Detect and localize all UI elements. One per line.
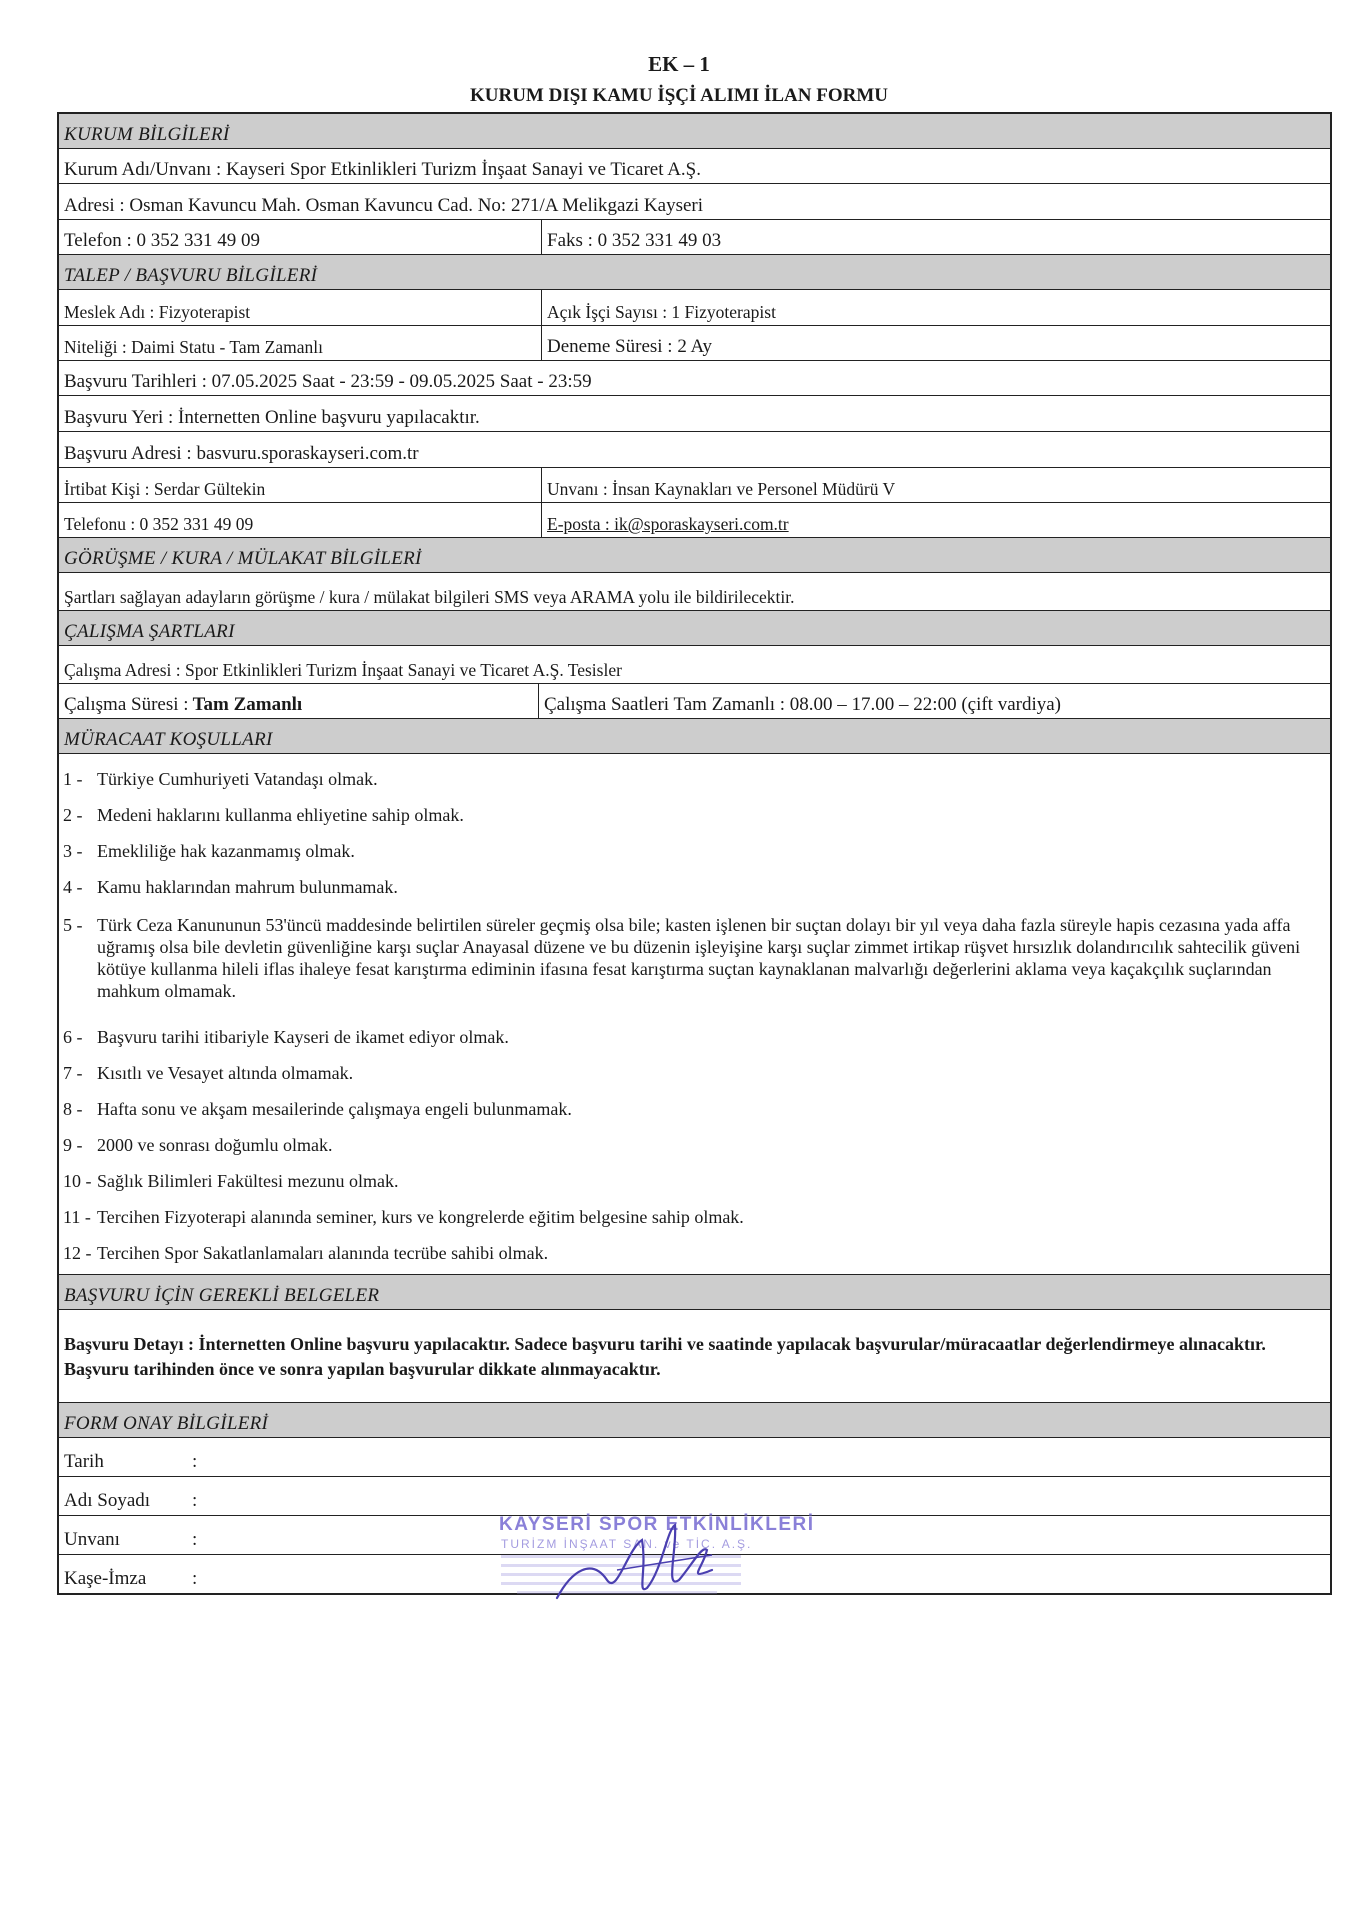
company-stamp xyxy=(497,1510,827,1605)
muracaat-list xyxy=(59,754,1330,1274)
onay-unvani-row: Unvanı : xyxy=(59,1516,1330,1555)
basvuru-detayi: Başvuru Detayı : İnternetten Online başvuru yapılacaktır. Sadece başvuru tarihi ve saatinde yapılacak başvurular/müracaatlar değerlendirmeye alınacaktır. Başvuru tarihinden önce ve sonra yapılan başvurular dikkate alınmayacaktır. xyxy=(64,1334,1266,1379)
list-item: 1 - Türkiye Cumhuriyeti Vatandaşı olmak. xyxy=(63,769,378,789)
section-gorusme-title: GÖRÜŞME / KURA / MÜLAKAT BİLGİLERİ xyxy=(59,538,1330,572)
stamp-line2: TURİZM İNŞAAT SAN. ve TİC. A.Ş. xyxy=(501,1537,753,1551)
calisma-saatleri: Çalışma Saatleri Tam Zamanlı : 08.00 – 17.00 – 22:00 (çift vardiya) xyxy=(544,694,1062,715)
list-item: 7 - Kısıtlı ve Vesayet altında olmamak. xyxy=(63,1063,354,1083)
list-item: 11 - Tercihen Fizyoterapi alanında seminer, kurs ve kongrelerde eğitim belgesine sahip olmak. xyxy=(63,1207,744,1227)
list-item: 9 - 2000 ve sonrası doğumlu olmak. xyxy=(63,1135,333,1155)
irtibat-telefonu: Telefonu : 0 352 331 49 09 xyxy=(59,503,542,537)
deneme-suresi: Deneme Süresi : 2 Ay xyxy=(547,336,713,357)
list-item: 12 - Tercihen Spor Sakatlanlamaları alanında tecrübe sahibi olmak. xyxy=(63,1243,549,1263)
calisma-suresi-value: Tam Zamanlı xyxy=(192,694,303,715)
list-item: 3 - Emekliliğe hak kazanmamış olmak. xyxy=(63,841,355,861)
stamp-line1: KAYSERİ SPOR ETKİNLİKLERİ xyxy=(499,1514,815,1535)
kurum-adi: Kurum Adı/Unvanı : Kayseri Spor Etkinlikleri Turizm İnşaat Sanayi ve Ticaret A.Ş. xyxy=(64,159,701,180)
calisma-suresi xyxy=(59,684,539,718)
irtibat-unvani: Unvanı : İnsan Kaynakları ve Personel Müdürü V xyxy=(547,479,896,499)
meslek-adi: Meslek Adı : Fizyoterapist xyxy=(59,290,542,325)
basvuru-adresi: Başvuru Adresi : basvuru.sporaskayseri.com.tr xyxy=(64,443,419,464)
kurum-faks: Faks : 0 352 331 49 03 xyxy=(547,230,722,251)
form-table xyxy=(57,112,1332,1595)
kurum-telefon: Telefon : 0 352 331 49 09 xyxy=(59,220,542,254)
calisma-suresi-label: Çalışma Süresi : xyxy=(64,694,189,715)
annex-label: EK – 1 xyxy=(648,52,710,76)
section-onay-title: FORM ONAY BİLGİLERİ xyxy=(59,1403,1330,1437)
acik-isci-sayisi: Açık İşçi Sayısı : 1 Fizyoterapist xyxy=(547,302,776,322)
list-item: 8 - Hafta sonu ve akşam mesailerinde çalışmaya engeli bulunmamak. xyxy=(63,1099,572,1119)
form-title: KURUM DIŞI KAMU İŞÇİ ALIMI İLAN FORMU xyxy=(469,85,889,106)
onay-kase-row: Kaşe-İmza : xyxy=(64,1568,198,1589)
section-kurum-title: KURUM BİLGİLERİ xyxy=(59,114,1330,148)
list-item: 2 - Medeni haklarını kullanma ehliyetine sahip olmak. xyxy=(63,805,464,825)
section-calisma-title: ÇALIŞMA ŞARTLARI xyxy=(59,611,1330,645)
list-item: 4 - Kamu haklarından mahrum bulunmamak. xyxy=(63,877,398,897)
list-item: 5 - Türk Ceza Kanununun 53'üncü maddesinde belirtilen süreler geçmiş olsa bile; kasten işlenen bir suçtan dolayı bir yıl veya daha fazla süreyle hapis cezasına yada affa uğramış olsa bile devletin güvenliğine karşı suçlar Anayasal düzene ve bu düzenin işleyişine karşı suçlar zimmet irtikap rüşvet hırsızlık dolandırıcılık sahtecilik güveni kötüye kullanma hileli iflas ihaleye fesat karıştırma ediminin ifasına fesat karıştırma suçtan kaynaklanan malvarlığı değerlerini aklama veya kaçakçılık suçlarından mahkum olmamak. xyxy=(63,915,1301,1001)
basvuru-yeri: Başvuru Yeri : İnternetten Online başvuru yapılacaktır. xyxy=(64,407,480,428)
kurum-adres: Adresi : Osman Kavuncu Mah. Osman Kavuncu Cad. No: 271/A Melikgazi Kayseri xyxy=(64,195,704,216)
irtibat-eposta: E-posta : ik@sporaskayseri.com.tr xyxy=(547,514,789,534)
niteligi: Niteliği : Daimi Statu - Tam Zamanlı xyxy=(59,326,542,360)
onay-tarih-row: Tarih : xyxy=(59,1438,1330,1477)
list-item: 10 - Sağlık Bilimleri Fakültesi mezunu olmak. xyxy=(63,1171,399,1191)
section-belgeler-title: BAŞVURU İÇİN GEREKLİ BELGELER xyxy=(59,1275,1330,1309)
onay-adi-row: Adı Soyadı : xyxy=(59,1477,1330,1516)
section-muracaat-title: MÜRACAAT KOŞULLARI xyxy=(59,719,1330,753)
signature-icon xyxy=(557,1525,712,1598)
section-talep-title: TALEP / BAŞVURU BİLGİLERİ xyxy=(59,255,1330,289)
calisma-adresi: Çalışma Adresi : Spor Etkinlikleri Turizm İnşaat Sanayi ve Ticaret A.Ş. Tesisler xyxy=(64,660,622,680)
gorusme-text: Şartları sağlayan adayların görüşme / kura / mülakat bilgileri SMS veya ARAMA yolu ile bildirilecektir. xyxy=(64,587,795,607)
irtibat-kisi: İrtibat Kişi : Serdar Gültekin xyxy=(59,468,542,502)
basvuru-tarihleri: Başvuru Tarihleri : 07.05.2025 Saat - 23:59 - 09.05.2025 Saat - 23:59 xyxy=(64,371,592,392)
list-item: 6 - Başvuru tarihi itibariyle Kayseri de ikamet ediyor olmak. xyxy=(63,1027,509,1047)
